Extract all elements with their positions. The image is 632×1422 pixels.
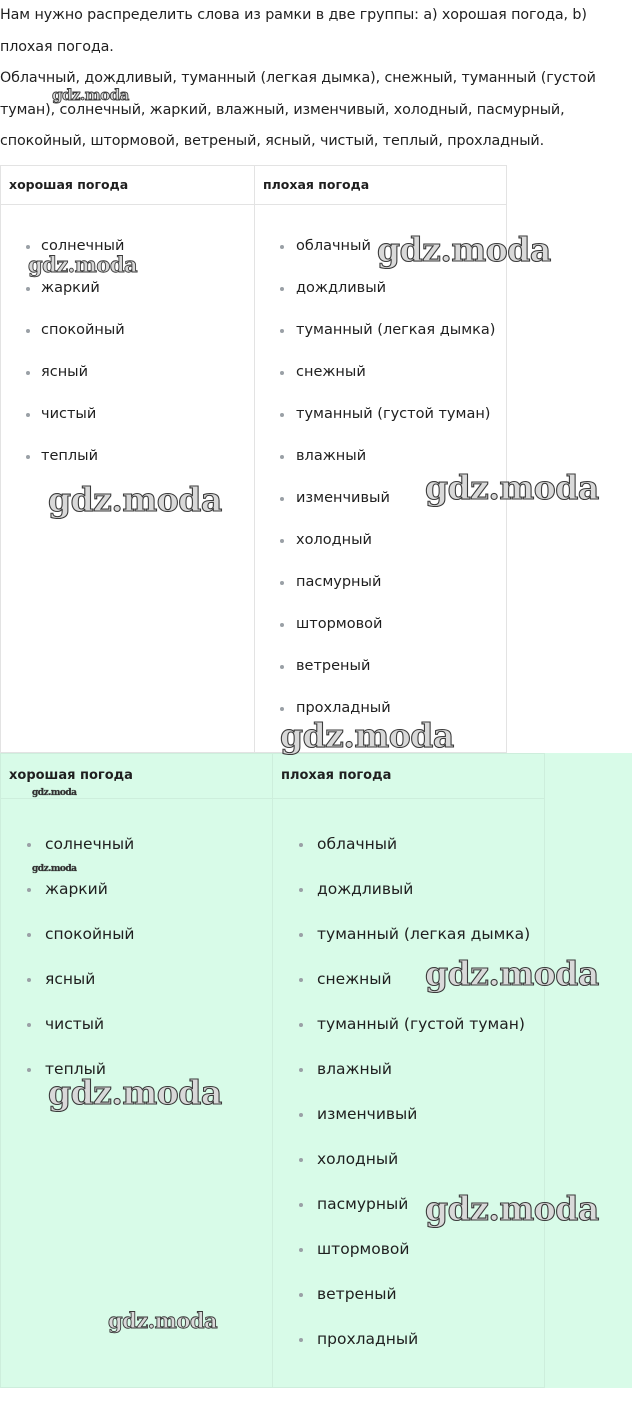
list-item: холодный	[273, 1148, 544, 1193]
watermark: gdz.moda	[425, 1189, 599, 1228]
watermark: gdz.moda	[32, 788, 77, 798]
word-list-line: туман), солнечный, жаркий, влажный, изменчивый, холодный, пасмурный,	[0, 101, 565, 118]
list-item: чистый	[1, 1013, 272, 1058]
good-weather-header: хорошая погода	[1, 754, 273, 799]
list-item: пасмурный	[273, 1193, 544, 1238]
watermark: gdz.moda	[48, 480, 222, 519]
bad-weather-header: плохая погода	[255, 166, 507, 205]
list-item: жаркий	[1, 277, 254, 319]
list-item: ясный	[1, 968, 272, 1013]
list-item: туманный (легкая дымка)	[255, 319, 506, 361]
bad-weather-list	[255, 205, 506, 739]
weather-table-plain	[0, 165, 507, 753]
good-weather-cell	[1, 799, 273, 1388]
list-item: теплый	[1, 445, 254, 487]
list-item: туманный (густой туман)	[255, 403, 506, 445]
list-item: штормовой	[255, 613, 506, 655]
good-weather-list	[1, 205, 254, 487]
word-list-line: спокойный, штормовой, ветреный, ясный, чистый, теплый, прохладный.	[0, 133, 545, 149]
list-item: облачный	[273, 833, 544, 878]
watermark: gdz.moda	[52, 86, 129, 104]
list-item: спокойный	[1, 923, 272, 968]
list-item: пасмурный	[255, 571, 506, 613]
list-item: жаркий	[1, 878, 272, 923]
list-item: снежный	[273, 968, 544, 1013]
watermark: gdz.moda	[48, 1073, 222, 1112]
list-item: изменчивый	[255, 487, 506, 529]
list-item: чистый	[1, 403, 254, 445]
bad-weather-cell	[255, 205, 507, 753]
list-item: туманный (густой туман)	[273, 1013, 544, 1058]
list-item: дождливый	[255, 277, 506, 319]
list-item: прохладный	[255, 697, 506, 739]
task-line: плохая погода.	[0, 38, 114, 55]
bad-weather-header: плохая погода	[273, 754, 545, 799]
list-item: ясный	[1, 361, 254, 403]
list-item: влажный	[273, 1058, 544, 1103]
list-item: ветреный	[255, 655, 506, 697]
list-item: влажный	[255, 445, 506, 487]
bad-weather-list	[273, 799, 544, 1373]
list-item: ветреный	[273, 1283, 544, 1328]
watermark: gdz.moda	[377, 230, 551, 269]
watermark: gdz.moda	[108, 1308, 218, 1333]
list-item: снежный	[255, 361, 506, 403]
watermark: gdz.moda	[425, 468, 599, 507]
list-item: облачный	[255, 235, 506, 277]
bad-weather-cell	[273, 799, 545, 1388]
list-item: дождливый	[273, 878, 544, 923]
task-line: Нам нужно распределить слова из рамки в две группы: a) хорошая погода, b)	[0, 7, 587, 23]
list-item: теплый	[1, 1058, 272, 1103]
good-weather-list	[1, 799, 272, 1103]
watermark: gdz.moda	[280, 716, 454, 755]
list-item: солнечный	[1, 235, 254, 277]
word-list-line: Облачный, дождливый, туманный (легкая дымка), снежный, туманный (густой	[0, 70, 596, 86]
good-weather-header: хорошая погода	[1, 166, 255, 205]
watermark: gdz.moda	[425, 954, 599, 993]
list-item: туманный (легкая дымка)	[273, 923, 544, 968]
list-item: изменчивый	[273, 1103, 544, 1148]
list-item: спокойный	[1, 319, 254, 361]
weather-table-highlighted	[0, 753, 545, 1388]
task-text	[0, 0, 632, 158]
watermark: gdz.moda	[32, 864, 77, 874]
list-item: холодный	[255, 529, 506, 571]
watermark: gdz.moda	[28, 252, 138, 277]
list-item: солнечный	[1, 833, 272, 878]
good-weather-cell	[1, 205, 255, 753]
list-item: штормовой	[273, 1238, 544, 1283]
list-item: прохладный	[273, 1328, 544, 1373]
